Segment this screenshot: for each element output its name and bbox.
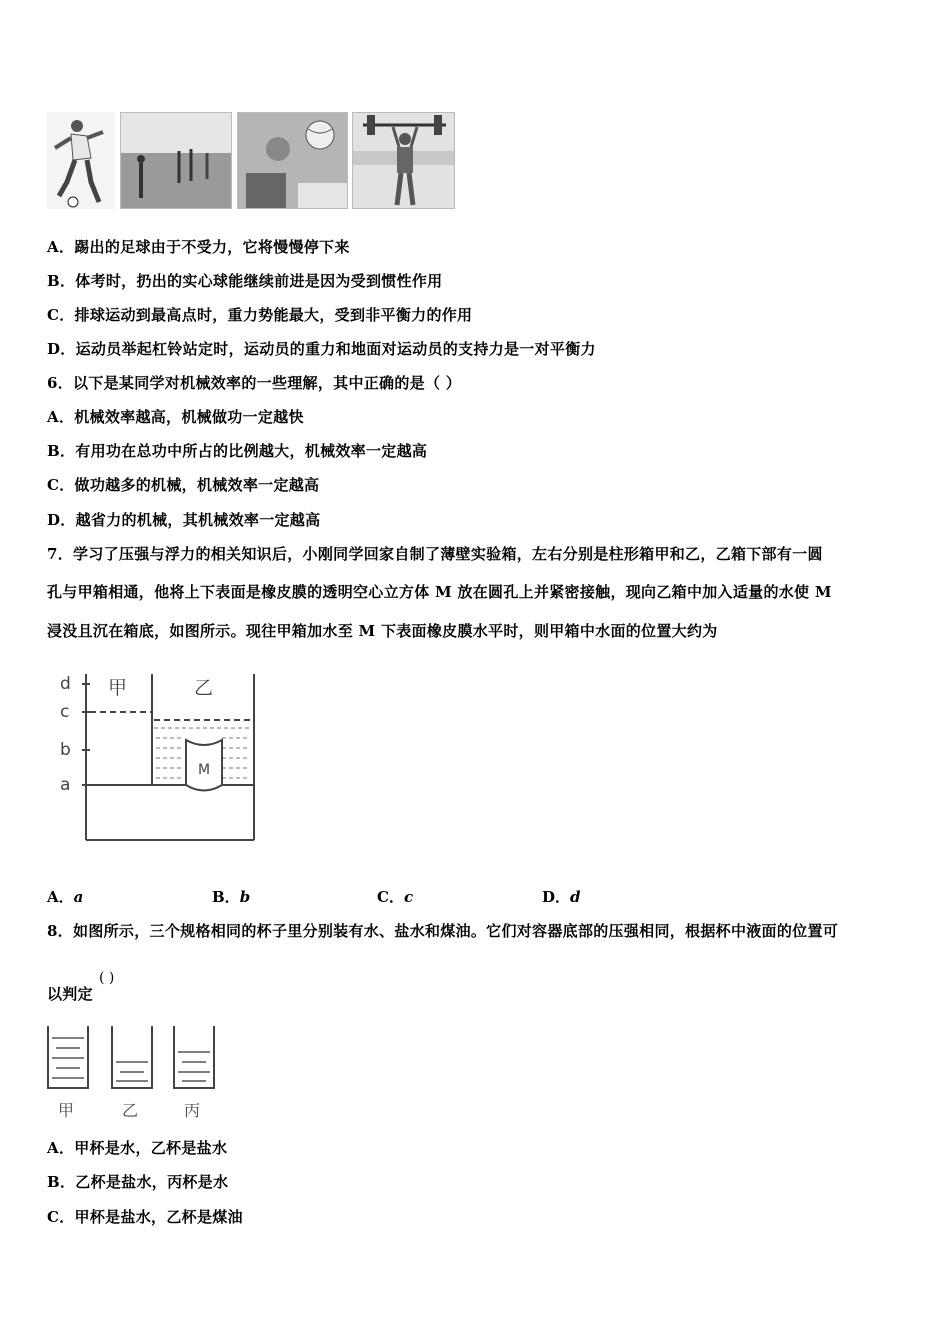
volleyball-photo: [237, 112, 348, 209]
label-d: d: [60, 674, 71, 694]
cup-label-jia: 甲: [58, 1101, 75, 1120]
q5-option-b: B．体考时，扔出的实心球能继续前进是因为受到惯性作用: [47, 272, 443, 290]
soccer-player-icon: [47, 112, 115, 209]
q7-option-a: A．a: [47, 888, 84, 906]
q7-option-d: D．d: [542, 888, 581, 906]
cup-yi: [112, 1026, 152, 1088]
q5-option-d: D．运动员举起杠铃站定时，运动员的重力和地面对运动员的支持力是一对平衡力: [47, 340, 596, 358]
label-b: b: [60, 740, 71, 760]
label-a: a: [60, 775, 71, 795]
q8-option-a: A．甲杯是水，乙杯是盐水: [47, 1139, 228, 1157]
shot-put-scene-icon: [121, 113, 232, 209]
q8-option-b: B．乙杯是盐水，丙杯是水: [47, 1173, 229, 1191]
q6-option-c: C．做功越多的机械，机械效率一定越高: [47, 476, 320, 494]
cup-label-bing: 丙: [184, 1101, 201, 1120]
q7-stem-line-1: 7．学习了压强与浮力的相关知识后，小刚同学回家自制了薄壁实验箱，左右分别是柱形箱甲和乙，乙箱下部有一圆: [47, 545, 823, 563]
cup-bing: [174, 1026, 214, 1088]
q8-option-c: C．甲杯是盐水，乙杯是煤油: [47, 1208, 243, 1226]
q8-stem-line-2: 以判定: [47, 985, 93, 1003]
weightlifter-photo: [352, 112, 455, 209]
volleyball-scene-icon: [238, 113, 348, 209]
q5-option-c: C．排球运动到最高点时，重力势能最大，受到非平衡力的作用: [47, 306, 473, 324]
q6-stem: 6．以下是某同学对机械效率的一些理解，其中正确的是（ ）: [47, 374, 462, 392]
q5-option-a: A．踢出的足球由于不受力，它将慢慢停下来: [47, 238, 350, 256]
q8-answer-paren: ( ): [99, 970, 115, 986]
label-cube-m: M: [198, 762, 211, 778]
weightlifter-icon: [353, 113, 455, 209]
q7-option-c: C．c: [377, 888, 414, 906]
cup-label-yi: 乙: [122, 1101, 139, 1120]
q6-option-b: B．有用功在总功中所占的比例越大，机械效率一定越高: [47, 442, 428, 460]
q7-stem-line-3: 浸没且沉在箱底，如图所示。现往甲箱加水至 M 下表面橡皮膜水平时，则甲箱中水面的位置大约为: [47, 622, 718, 640]
shot-put-photo: [120, 112, 232, 209]
label-box-yi: 乙: [194, 677, 214, 699]
label-box-jia: 甲: [108, 677, 128, 699]
soccer-kick-photo: [47, 112, 115, 209]
label-c: c: [60, 702, 70, 722]
q7-stem-line-2: 孔与甲箱相通，他将上下表面是橡皮膜的透明空心立方体 M 放在圆孔上并紧密接触，现向乙箱中加入适量的水使 M: [47, 583, 832, 601]
q8-stem-line-1: 8．如图所示，三个规格相同的杯子里分别装有水、盐水和煤油。它们对容器底部的压强相同，根据杯中液面的位置可: [47, 922, 839, 940]
q6-option-a: A．机械效率越高，机械做功一定越快: [47, 408, 304, 426]
q6-option-d: D．越省力的机械，其机械效率一定越高: [47, 511, 321, 529]
q7-option-b: B．b: [212, 888, 251, 906]
q8-cups-figure: [40, 1022, 230, 1122]
q7-tank-figure: [54, 668, 264, 844]
